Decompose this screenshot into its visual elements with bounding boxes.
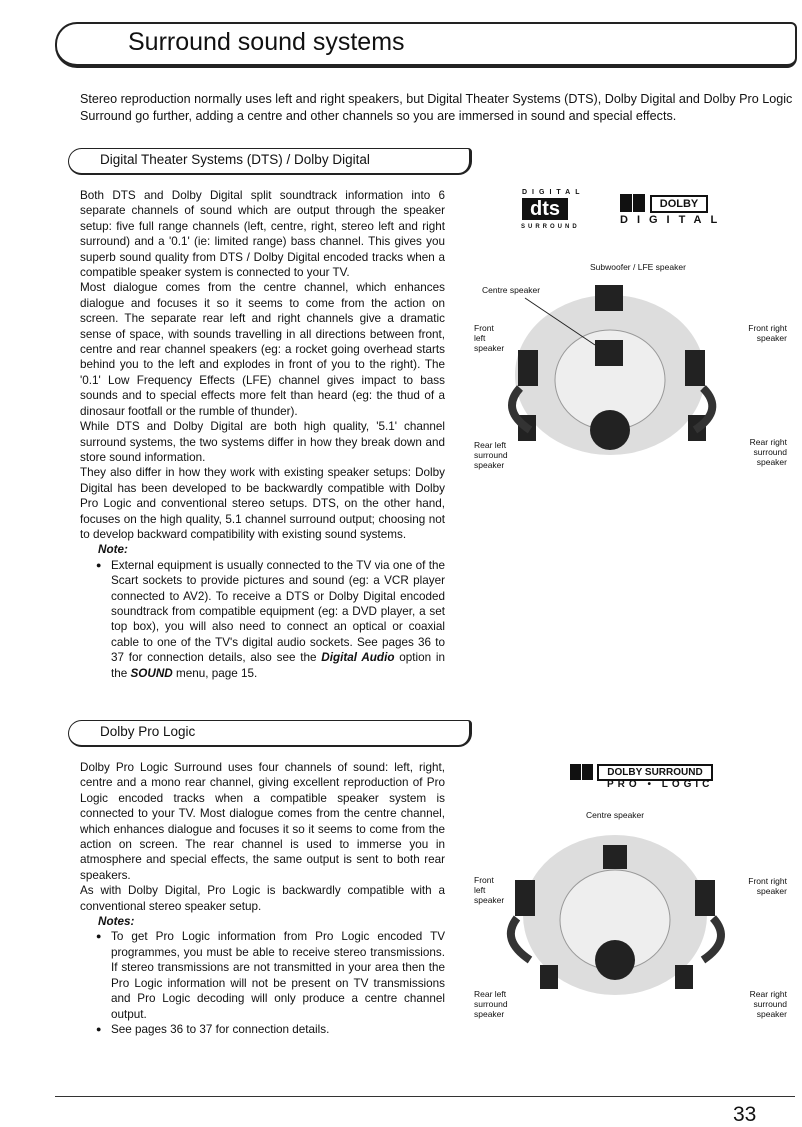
notes-label: Notes:	[98, 915, 135, 929]
logo-text: DOLBY SURROUND	[597, 764, 713, 781]
paragraph: Both DTS and Dolby Digital split soundtrack information into 6 separate channels of sound which are output through the speaker setup: five full range channels (left, centre, right, stereo left and right surround) and a '0.1' (ie: limited range) bass channel. This gives you superb sound quality from DTS / Dolby Digital encoded tracks when a compatible speaker system is connected to your TV.	[80, 189, 445, 280]
note-emphasis: SOUND	[130, 666, 173, 680]
footer-divider	[55, 1096, 795, 1097]
note-text: menu, page 15.	[172, 666, 258, 680]
speaker-diagram-pro-logic	[505, 820, 735, 1010]
paragraph: While DTS and Dolby Digital are both high quality, '5.1' channel surround systems, the two systems differ in how they break down and store sound information.	[80, 420, 445, 464]
label-rear-left: Rear left surround speaker	[474, 989, 508, 1019]
note-text: option in the	[111, 651, 445, 680]
label-centre: Centre speaker	[586, 810, 645, 820]
logo-text: dts	[522, 198, 568, 220]
note-label: Note:	[98, 543, 128, 557]
note-item: ● To get Pro Logic information from Pro Logic encoded TV programmes, you must be able to receive stereo transmissions. If stereo transmissions are not transmitted in your area then the Pro Logic information will not be present on TV transmissions and Pro Logic decoding will only produce a centre channel output.	[80, 929, 445, 1021]
label-rear-right: Rear right surround speaker	[749, 437, 787, 467]
logo-text: DIGITAL	[522, 189, 585, 196]
section-pro-logic-body	[80, 760, 445, 1037]
logo-text: SURROUND	[521, 224, 580, 230]
speaker-diagram-5-1	[500, 270, 740, 480]
label-subwoofer: Subwoofer / LFE speaker	[590, 262, 686, 272]
note-item	[80, 558, 445, 681]
paragraph: Dolby Pro Logic Surround uses four channels of sound: left, right, centre and a mono rear channel, giving excellent reproduction of Pro Logic encoded tracks when a compatible speaker system is connected to your TV. Most dialogue comes from the centre channel, which enhances dialogue and focuses it so it seems to come from the action on screen. The rear channel is used to immerse you in atmosphere and special effects, the same output is sent to both rear speakers.	[80, 761, 445, 882]
paragraph: They also differ in how they work with existing speaker setups: Dolby Digital has been developed to be backwardly compatible with Dolby Pro Logic and conventional stereo setups. DTS, on the other hand, focuses on the high quality, 5.1 channel surround output; choosing not to develop backward compatibility with existing sound systems.	[80, 466, 445, 541]
section-dts-body	[80, 188, 445, 681]
note-text: External equipment is usually connected to the TV via one of the Scart sockets to provide pictures and sound (eg: a VCR player connected to AV2). To receive a DTS or Dolby Digital encoded soundtrack from compatible equipment (eg: a DVD player, a set top box), you will also need to connect an optical or coaxial cable to one of the TV's digital audio sockets. See pages 36 to 37 for connection details, also see the	[111, 558, 445, 665]
label-front-left: Front left speaker	[474, 323, 505, 353]
note-emphasis: Digital Audio	[321, 651, 395, 665]
label-centre: Centre speaker	[482, 285, 541, 295]
label-rear-right: Rear right surround speaker	[749, 989, 787, 1019]
label-front-left: Front left speaker	[474, 875, 505, 905]
label-rear-left: Rear left surround speaker	[474, 440, 508, 470]
page-number: 33	[733, 1103, 757, 1126]
section-title-dts: Digital Theater Systems (DTS) / Dolby Digital	[100, 152, 370, 167]
logo-text: DIGITAL	[620, 214, 727, 226]
page-title: Surround sound systems	[128, 28, 405, 56]
logo-text: DOLBY	[650, 195, 708, 213]
label-front-right: Front right speaker	[748, 876, 787, 896]
paragraph: As with Dolby Digital, Pro Logic is backwardly compatible with a conventional stereo speaker setup.	[80, 884, 445, 913]
label-front-right: Front right speaker	[748, 323, 787, 343]
paragraph: Most dialogue comes from the centre channel, which enhances dialogue and focuses it so it seems to come from the action on screen. The separate rear left and right channels give a dramatic sense of space, with sounds travelling in all directions between front, centre and rear channel speakers (eg: a rocket going overhead starts behind you to the left and explodes in front of you to the right). The '0.1' Low Frequency Effects (LFE) channel gives impact to bass sounds and to special effects more felt than heard (eg: the thud of a dinosaur footfall or the rumble of thunder).	[80, 281, 445, 418]
logo-text: PRO • LOGIC	[607, 779, 714, 790]
note-item: ● See pages 36 to 37 for connection details.	[80, 1022, 445, 1037]
intro-paragraph: Stereo reproduction normally uses left and right speakers, but Digital Theater Systems (DTS), Dolby Digital and Dolby Pro Logic Surround go further, adding a centre and other channels so you are immersed in sound and special effects.	[80, 92, 793, 123]
section-title-pro-logic: Dolby Pro Logic	[100, 724, 196, 739]
